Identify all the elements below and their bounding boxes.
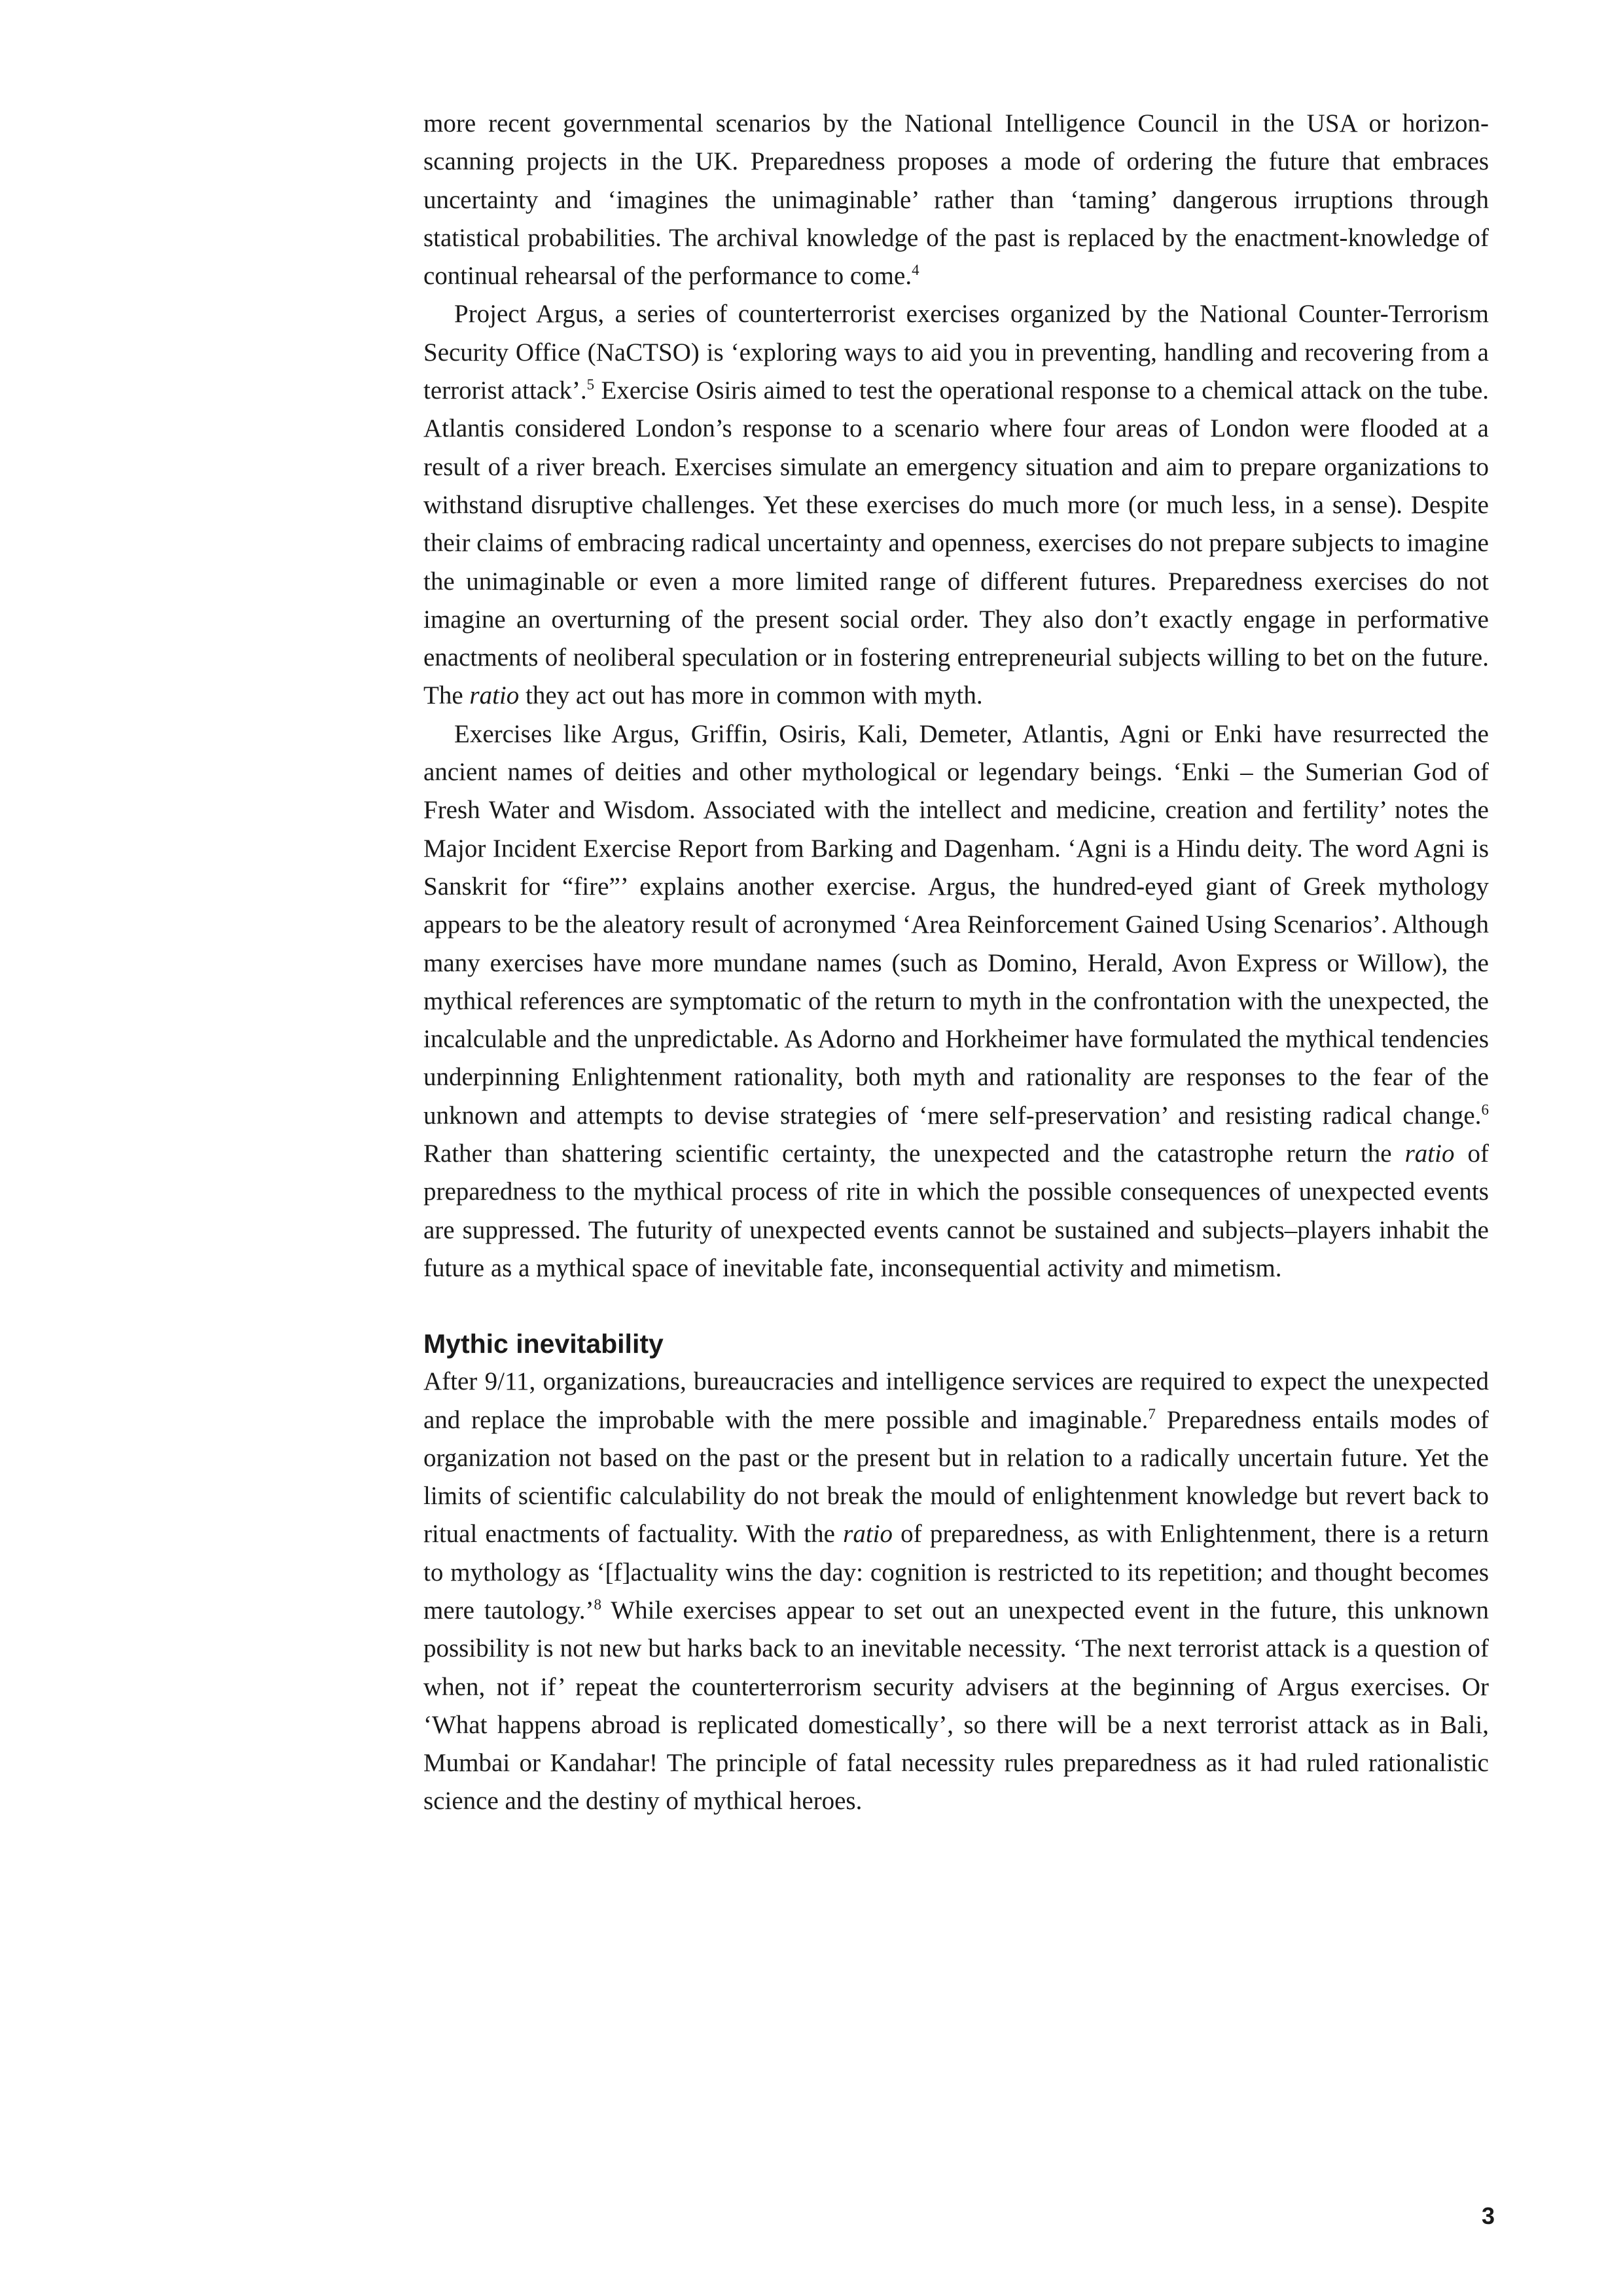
body-text-before-heading: [423, 105, 1489, 1287]
text-run: more recent governmental scenarios by the National Intelligence Council in the USA or horizon-scanning projects in the UK. Preparedness proposes a mode of ordering the future that embraces uncertainty and ‘imagines the unimaginable’ rather than ‘taming’ dangerous irruptions through statistical probabilities. The archival knowledge of the past is replaced by the enactment-knowledge of continual rehearsal of the performance to come.: [423, 109, 1489, 291]
text-run: Rather than shattering scientific certainty, the unexpected and the catastrophe return the: [423, 1139, 1405, 1168]
italic-term: ratio: [469, 681, 520, 710]
text-run: of preparedness to the mythical process of rite in which the possible consequences of unexpected events are suppressed. The futurity of unexpected events cannot be sustained and subjects–players inhabit the future as a mythical space of inevitable fate, inconsequential activity and mimetism.: [423, 1139, 1489, 1282]
footnote-marker: 8: [594, 1596, 601, 1613]
paragraph: [423, 715, 1489, 1287]
footnote-marker: 4: [912, 262, 919, 279]
text-run: Exercises like Argus, Griffin, Osiris, Kali, Demeter, Atlantis, Agni or Enki have resurrected the ancient names of deities and other mythological or legendary beings. ‘Enki – the Sumerian God of Fresh Water and Wisdom. Associated with the intellect and medicine, creation and fertility’ notes the Major Incident Exercise Report from Barking and Dagenham. ‘Agni is a Hindu deity. The word Agni is Sanskrit for “fire”’ explains another exercise. Argus, the hundred-eyed giant of Greek mythology appears to be the aleatory result of acronymed ‘Area Reinforcement Gained Using Scenarios’. Although many exercises have more mundane names (such as Domino, Herald, Avon Express or Willow), the mythical references are symptomatic of the return to myth in the confrontation with the unexpected, the incalculable and the unpredictable. As Adorno and Horkheimer have formulated the mythical tendencies underpinning Enlightenment rationality, both myth and rationality are responses to the fear of the unknown and attempts to devise strategies of ‘mere self-preservation’ and resisting radical change.: [423, 719, 1489, 1130]
footnote-marker: 7: [1148, 1405, 1156, 1422]
footnote-marker: 5: [586, 376, 595, 393]
body-text-after-heading: [423, 1363, 1489, 1821]
paragraph: [423, 1363, 1489, 1821]
text-run: While exercises appear to set out an unexpected event in the future, this unknown possibility is not new but harks back to an inevitable necessity. ‘The next terrorist attack is a question of when, not if’ repeat the counterterrorism security advisers at the beginning of Argus exercises. Or ‘What happens abroad is replicated domestically’, so there will be a next terrorist attack as in Bali, Mumbai or Kandahar! The principle of fatal necessity rules preparedness as it had ruled rationalistic science and the destiny of mythical heroes.: [423, 1596, 1489, 1816]
section-heading: Mythic inevitability: [423, 1329, 664, 1359]
text-run: Project Argus, a series of counterterrorist exercises organized by the National Counter-Terrorism Security Office (NaCTSO) is ‘exploring ways to aid you in preventing, handling and recovering from a terrorist attack’.: [423, 300, 1489, 405]
footnote-marker: 6: [1481, 1101, 1489, 1118]
paragraph: [423, 105, 1489, 295]
paragraph: [423, 295, 1489, 715]
text-run: of preparedness, as with Enlightenment, there is a return to mythology as ‘[f]actuality wins the day: cognition is restricted to its repetition; and thought becomes mere tautology.’: [423, 1520, 1489, 1624]
text-column: [423, 105, 1489, 1821]
text-run: Preparedness entails modes of organization not based on the past or the present but in relation to a radically uncertain future. Yet the limits of scientific calculability do not break the mould of enlightenment knowledge but revert back to ritual enactments of factuality. With the: [423, 1405, 1489, 1549]
page-number: 3: [1481, 2202, 1495, 2229]
italic-term: ratio: [1404, 1139, 1455, 1168]
italic-term: ratio: [843, 1520, 893, 1549]
text-run: they act out has more in common with myth.: [519, 681, 983, 710]
text-run: After 9/11, organizations, bureaucracies and intelligence services are required to expect the unexpected and replace the improbable with the mere possible and imaginable.: [423, 1367, 1489, 1434]
text-run: Exercise Osiris aimed to test the operational response to a chemical attack on the tube. Atlantis considered London’s response to a scenario where four areas of London were flooded at a result of a river breach. Exercises simulate an emergency situation and aim to prepare organizations to withstand disruptive challenges. Yet these exercises do much more (or much less, in a sense). Despite their claims of embracing radical uncertainty and openness, exercises do not prepare subjects to imagine the unimaginable or even a more limited range of different futures. Preparedness exercises do not imagine an overturning of the present social order. They also don’t exactly engage in performative enactments of neoliberal speculation or in fostering entrepreneurial subjects willing to bet on the future. The: [423, 376, 1489, 710]
